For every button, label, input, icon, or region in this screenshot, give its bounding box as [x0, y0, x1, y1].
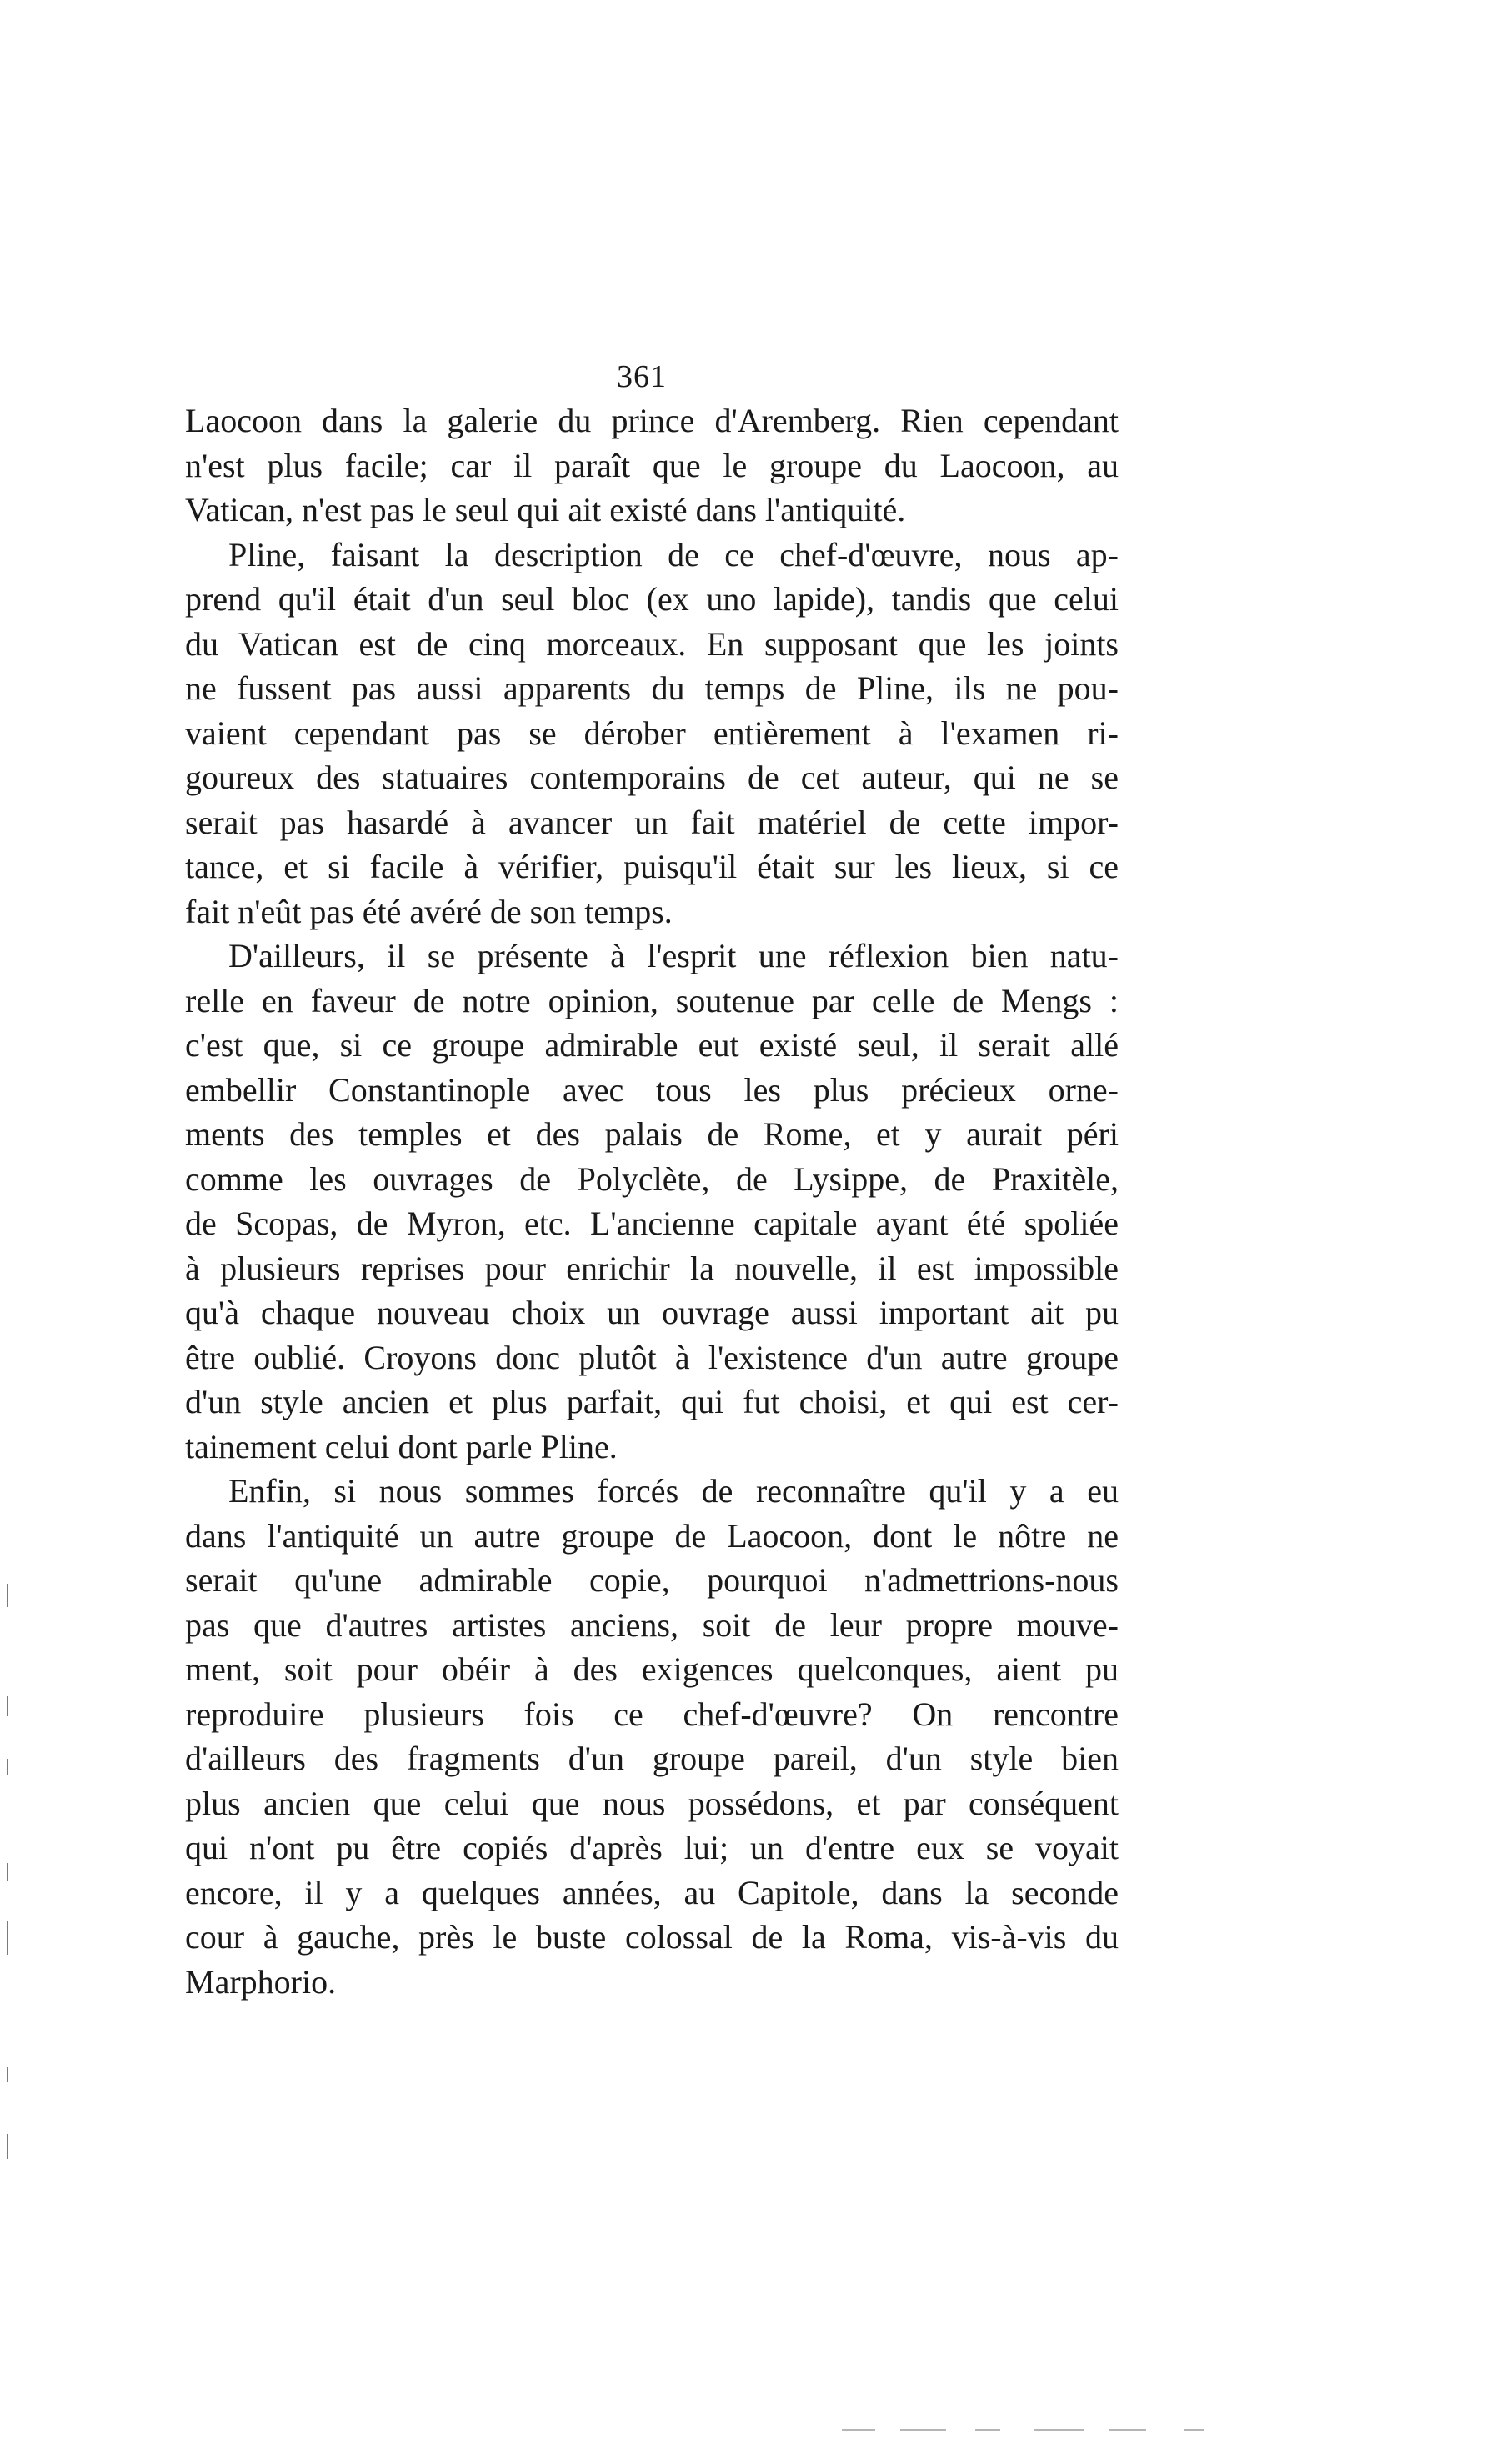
scan-artifact	[7, 2067, 8, 2082]
text-line: D'ailleurs, il se présente à l'esprit une réflexion bien natu-	[228, 937, 1119, 974]
text-line: serait qu'une admirable copie, pourquoi n'admettrions-nous	[185, 1561, 1119, 1599]
text-line: fait n'eût pas été avéré de son temps.	[185, 892, 673, 930]
text-line: relle en faveur de notre opinion, soutenue par celle de Mengs :	[185, 981, 1119, 1019]
text-line: d'un style ancien et plus parfait, qui fut choisi, et qui est cer-	[185, 1383, 1119, 1420]
text-line: plus ancien que celui que nous possédons, et par conséquent	[185, 1784, 1119, 1822]
body-text	[185, 398, 1119, 2004]
text-line: tainement celui dont parle Pline.	[185, 1427, 618, 1465]
text-line: Marphorio.	[185, 1962, 337, 2001]
text-line: cour à gauche, près le buste colossal de la Roma, vis-à-vis du	[185, 1918, 1119, 1956]
text-line: Vatican, n'est pas le seul qui ait existé dans l'antiquité.	[185, 491, 906, 528]
text-line: serait pas hasardé à avancer un fait matériel de cette impor-	[185, 803, 1119, 841]
scan-artifact	[7, 1759, 8, 1775]
text-line: à plusieurs reprises pour enrichir la nouvelle, il est impossible	[185, 1249, 1119, 1287]
text-line: ment, soit pour obéir à des exigences quelconques, aient pu	[185, 1650, 1119, 1688]
scan-artifact	[7, 1921, 8, 1955]
text-line: du Vatican est de cinq morceaux. En supposant que les joints	[185, 624, 1119, 663]
text-line: prend qu'il était d'un seul bloc (ex uno lapide), tandis que celui	[185, 580, 1119, 618]
text-line: de Scopas, de Myron, etc. L'ancienne capitale ayant été spoliée	[185, 1204, 1119, 1242]
scan-artifact	[842, 2429, 875, 2431]
text-line: vaient cependant pas se dérober entièrement à l'examen ri-	[185, 714, 1119, 752]
scan-artifact	[1109, 2429, 1146, 2431]
text-line: comme les ouvrages de Polyclète, de Lysippe, de Praxitèle,	[185, 1159, 1119, 1198]
text-line: c'est que, si ce groupe admirable eut existé seul, il serait allé	[185, 1026, 1119, 1064]
text-line: embellir Constantinople avec tous les plus précieux orne-	[185, 1070, 1119, 1109]
scan-artifact	[1184, 2429, 1204, 2431]
text-line: goureux des statuaires contemporains de cet auteur, qui ne se	[185, 759, 1119, 796]
scan-artifact	[7, 1696, 8, 1716]
paragraph-4	[185, 1469, 1119, 2004]
text-line: ne fussent pas aussi apparents du temps de Pline, ils ne pou-	[185, 669, 1119, 707]
scan-artifact	[7, 2134, 8, 2159]
text-line: ments des temples et des palais de Rome, et y aurait péri	[185, 1115, 1119, 1153]
text-line: qui n'ont pu être copiés d'après lui; un d'entre eux se voyait	[185, 1829, 1119, 1866]
text-line: qu'à chaque nouveau choix un ouvrage aussi important ait pu	[185, 1294, 1119, 1331]
paragraph-1	[185, 398, 1119, 533]
paragraph-2	[185, 533, 1119, 934]
text-line: pas que d'autres artistes anciens, soit de leur propre mouve-	[185, 1605, 1119, 1644]
text-line: n'est plus facile; car il paraît que le groupe du Laocoon, au	[185, 446, 1119, 484]
scan-artifact	[900, 2429, 946, 2431]
text-line: Laocoon dans la galerie du prince d'Aremberg. Rien cependant	[185, 402, 1119, 439]
text-line: tance, et si facile à vérifier, puisqu'il était sur les lieux, si ce	[185, 848, 1119, 885]
scan-artifact	[7, 1863, 8, 1881]
scan-artifact	[975, 2429, 1000, 2431]
text-line: Pline, faisant la description de ce chef-d'œuvre, nous ap-	[228, 535, 1119, 573]
scan-artifact	[1034, 2429, 1084, 2431]
page-number: 361	[617, 359, 667, 394]
scan-artifact	[7, 1584, 8, 1607]
paragraph-3	[185, 934, 1119, 1469]
text-line: dans l'antiquité un autre groupe de Laocoon, dont le nôtre ne	[185, 1516, 1119, 1555]
text-line: encore, il y a quelques années, au Capitole, dans la seconde	[185, 1873, 1119, 1911]
text-line: reproduire plusieurs fois ce chef-d'œuvre? On rencontre	[185, 1695, 1119, 1733]
text-line: être oublié. Croyons donc plutôt à l'existence d'un autre groupe	[185, 1338, 1119, 1376]
text-line: d'ailleurs des fragments d'un groupe pareil, d'un style bien	[185, 1740, 1119, 1777]
text-line: Enfin, si nous sommes forcés de reconnaître qu'il y a eu	[228, 1472, 1119, 1510]
